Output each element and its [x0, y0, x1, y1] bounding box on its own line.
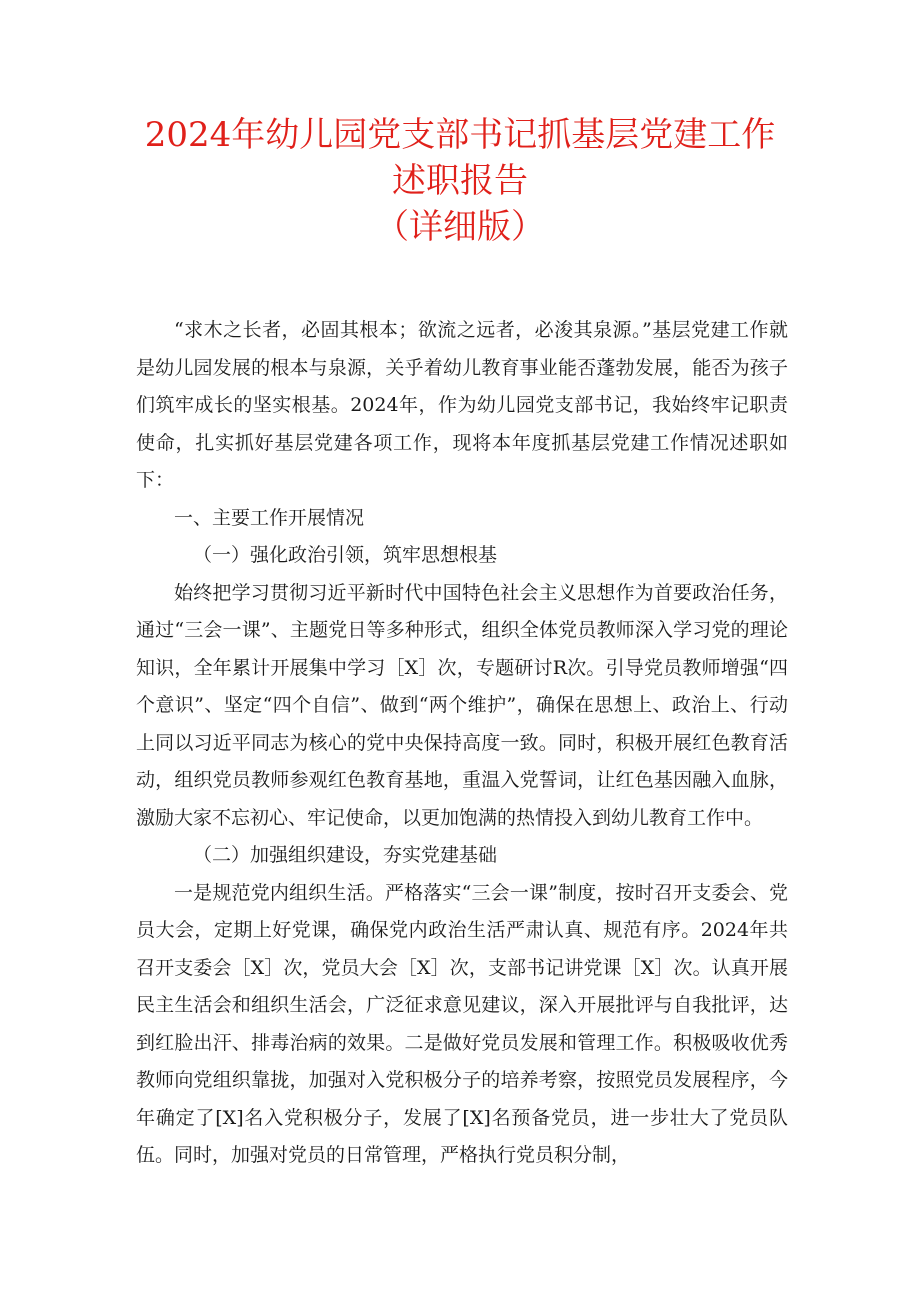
subsection-heading-political: （一）强化政治引领，筑牢思想根基 [193, 544, 498, 566]
title-line-1: 2024年幼儿园党支部书记抓基层党建工作 [144, 115, 776, 155]
document-title [0, 112, 920, 250]
title-line-2: 述职报告 [392, 161, 528, 201]
paragraph-organization: 一是规范党内组织生活。严格落实“三会一课”制度，按时召开支委会、党员大会，定期上好党课，确保党内政治生活严肃认真、规范有序。2024年共召开支委会［X］次，党员大会［X］次，支部书记讲党课［X］次。认真开展民主生活会和组织生活会，广泛征求意见建议，深入开展批评与自我批评，达到红脸出汗、排毒治病的效果。二是做好党员发展和管理工作。积极吸收优秀教师向党组织靠拢，加强对入党积极分子的培养考察，按照党员发展程序，今年确定了[X]名入党积极分子，发展了[X]名预备党员，进一步壮大了党员队伍。同时，加强对党员的日常管理，严格执行党员积分制， [136, 881, 788, 1166]
title-line-3: （详细版） [375, 207, 545, 247]
subsection-heading-organization: （二）加强组织建设，夯实党建基础 [193, 844, 498, 866]
intro-paragraph: “求木之长者，必固其根本；欲流之远者，必浚其泉源。”基层党建工作就是幼儿园发展的根本与泉源，关乎着幼儿教育事业能否蓬勃发展，能否为孩子们筑牢成长的坚实根基。2024年，作为幼儿园党支部书记，我始终牢记职责使命，扎实抓好基层党建各项工作，现将本年度抓基层党建工作情况述职如下： [136, 319, 788, 491]
paragraph-political: 始终把学习贯彻习近平新时代中国特色社会主义思想作为首要政治任务，通过“三会一课”、主题党日等多种形式，组织全体党员教师深入学习党的理论知识，全年累计开展集中学习［X］次，专题研讨R次。引导党员教师增强“四个意识”、坚定“四个自信”、做到“两个维护”，确保在思想上、政治上、行动上同以习近平同志为核心的党中央保持高度一致。同时，积极开展红色教育活动，组织党员教师参观红色教育基地，重温入党誓词，让红色基因融入血脉，激励大家不忘初心、牢记使命，以更加饱满的热情投入到幼儿教育工作中。 [136, 581, 788, 829]
document-body [136, 312, 788, 1175]
section-heading-main-work: 一、主要工作开展情况 [174, 506, 365, 529]
